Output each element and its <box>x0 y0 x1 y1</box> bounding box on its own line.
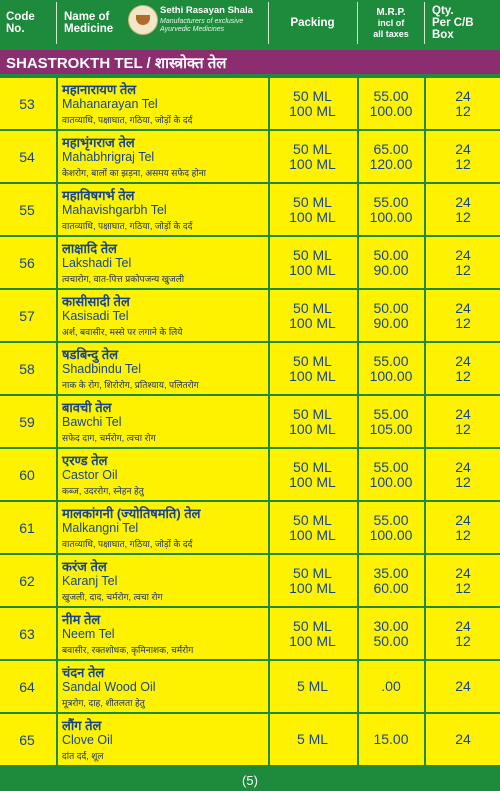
qty-cell <box>426 343 500 394</box>
medicine-name-cell <box>62 661 267 712</box>
medicine-hindi-name: एरण्ड तेल <box>62 453 108 468</box>
packing-value: 50 ML <box>293 617 332 634</box>
packing-value: 100 ML <box>289 208 336 225</box>
medicine-uses: कब्ज, उदररोग, स्नेहन हेतु <box>62 486 144 496</box>
brand-tagline <box>160 18 243 34</box>
table-row <box>0 553 500 606</box>
packing-value: 100 ML <box>289 473 336 490</box>
packing-cell <box>270 608 355 659</box>
mrp-value: 100.00 <box>369 367 413 384</box>
mrp-cell <box>360 131 422 182</box>
medicine-hindi-name: बावची तेल <box>62 400 112 415</box>
qty-header-line-1: Qty. <box>432 5 454 17</box>
column-divider <box>357 661 359 712</box>
medicine-name-cell <box>62 184 267 235</box>
mrp-cell <box>360 555 422 606</box>
packing-cell <box>270 396 355 447</box>
packing-value: 50 ML <box>293 87 332 104</box>
qty-cell <box>426 555 500 606</box>
mrp-column-header <box>360 0 422 46</box>
packing-value: 100 ML <box>289 102 336 119</box>
mrp-value: 90.00 <box>373 314 409 331</box>
qty-value: 12 <box>455 367 471 384</box>
packing-cell <box>270 714 355 765</box>
medicine-uses: मूत्ररोग, दाह, शीतलता हेतु <box>62 698 145 708</box>
mrp-value: 100.00 <box>369 102 413 119</box>
qty-header-line-3: Box <box>432 29 454 41</box>
mrp-cell <box>360 78 422 129</box>
tagline-line-1: Manufacturers of exclusive <box>160 18 244 25</box>
mrp-cell <box>360 714 422 765</box>
packing-value: 50 ML <box>293 405 332 422</box>
column-divider <box>56 78 58 129</box>
column-divider <box>357 237 359 288</box>
medicine-name-cell <box>62 237 267 288</box>
packing-value: 100 ML <box>289 155 336 172</box>
table-row <box>0 76 500 129</box>
mrp-cell <box>360 449 422 500</box>
code-cell: 58 <box>19 360 35 377</box>
packing-value: 100 ML <box>289 420 336 437</box>
medicine-english-name: Bawchi Tel <box>62 415 122 429</box>
packing-value: 100 ML <box>289 526 336 543</box>
mrp-value: .00 <box>381 678 401 694</box>
code-cell: 64 <box>19 678 35 695</box>
page-footer <box>0 771 500 791</box>
medicine-uses: वातव्याधि, पक्षाघात, गठिया, जोड़ों के दर्द <box>62 221 193 231</box>
medicine-hindi-name: महानारायण तेल <box>62 82 137 97</box>
mrp-value: 15.00 <box>373 731 409 747</box>
qty-value: 24 <box>455 246 471 263</box>
mrp-value: 65.00 <box>373 140 409 157</box>
column-divider <box>357 449 359 500</box>
header-divider <box>357 2 358 44</box>
medicine-uses: दांत दर्द, शूल <box>62 751 104 761</box>
packing-cell <box>270 237 355 288</box>
medicine-uses: खुजली, दाद, चर्मरोग, त्वचा रोग <box>62 592 163 602</box>
code-cell: 56 <box>19 254 35 271</box>
mrp-value: 55.00 <box>373 87 409 104</box>
section-title: SHASTROKTH TEL / शास्त्रोक्त तेल <box>6 55 227 72</box>
packing-value: 50 ML <box>293 193 332 210</box>
code-cell: 57 <box>19 307 35 324</box>
mrp-header-line-2: incl of <box>377 17 405 28</box>
packing-value: 50 ML <box>293 352 332 369</box>
column-divider <box>357 290 359 341</box>
qty-value: 12 <box>455 526 471 543</box>
table-row <box>0 394 500 447</box>
mrp-value: 55.00 <box>373 193 409 210</box>
qty-cell <box>426 78 500 129</box>
column-divider <box>56 608 58 659</box>
qty-value: 12 <box>455 155 471 172</box>
qty-value: 24 <box>455 87 471 104</box>
qty-value: 24 <box>455 731 471 747</box>
qty-value: 12 <box>455 261 471 278</box>
table-row <box>0 182 500 235</box>
medicine-uses: बवासीर, रक्तशोधक, कृमिनाशक, चर्मरोग <box>62 645 194 655</box>
packing-value: 100 ML <box>289 579 336 596</box>
code-cell: 53 <box>19 95 35 112</box>
column-divider <box>357 396 359 447</box>
medicine-hindi-name: लाक्षादि तेल <box>62 241 117 256</box>
medicine-english-name: Malkangni Tel <box>62 521 139 535</box>
medicine-name-cell <box>62 502 267 553</box>
table-header <box>0 0 500 46</box>
packing-cell <box>270 502 355 553</box>
code-header-line-1: Code <box>6 11 35 23</box>
packing-value: 50 ML <box>293 511 332 528</box>
column-divider <box>56 237 58 288</box>
table-row <box>0 288 500 341</box>
mrp-header-line-1: M.R.P. <box>376 6 406 18</box>
medicine-uses: वातव्याधि, पक्षाघात, गठिया, जोड़ों के दर्द <box>62 539 193 549</box>
qty-column-header <box>432 0 498 46</box>
qty-value: 24 <box>455 458 471 475</box>
code-cell: 55 <box>19 201 35 218</box>
medicine-name-cell <box>62 131 267 182</box>
packing-value: 50 ML <box>293 246 332 263</box>
medicine-hindi-name: लौंग तेल <box>62 718 102 733</box>
mrp-cell <box>360 343 422 394</box>
qty-value: 12 <box>455 473 471 490</box>
medicine-hindi-name: चंदन तेल <box>62 665 105 680</box>
packing-value: 50 ML <box>293 140 332 157</box>
mrp-value: 55.00 <box>373 511 409 528</box>
mrp-value: 30.00 <box>373 617 409 634</box>
qty-cell <box>426 661 500 712</box>
mrp-cell <box>360 608 422 659</box>
medicine-uses: वातव्याधि, पक्षाघात, गठिया, जोड़ों के दर्द <box>62 115 193 125</box>
tagline-line-2: Ayurvedic Medicines <box>160 26 225 33</box>
table-row <box>0 659 500 712</box>
mrp-cell <box>360 237 422 288</box>
qty-header-line-2: Per C/B <box>432 17 474 29</box>
table-row <box>0 129 500 182</box>
column-divider <box>56 290 58 341</box>
mrp-value: 50.00 <box>373 246 409 263</box>
medicine-uses: केशरोग, बालों का झड़ना, असमय सफेद होना <box>62 168 207 178</box>
qty-value: 24 <box>455 193 471 210</box>
qty-value: 12 <box>455 314 471 331</box>
column-divider <box>357 555 359 606</box>
qty-cell <box>426 237 500 288</box>
packing-value: 50 ML <box>293 458 332 475</box>
packing-value: 50 ML <box>293 299 332 316</box>
qty-value: 12 <box>455 102 471 119</box>
medicine-name-cell <box>62 449 267 500</box>
table-row <box>0 447 500 500</box>
medicine-english-name: Lakshadi Tel <box>62 256 132 270</box>
medicine-name-cell <box>62 290 267 341</box>
table-row <box>0 606 500 659</box>
medicine-english-name: Mahavishgarbh Tel <box>62 203 167 217</box>
qty-value: 12 <box>455 632 471 649</box>
column-divider <box>357 714 359 765</box>
packing-value: 100 ML <box>289 367 336 384</box>
code-header-line-2: No. <box>6 23 25 35</box>
mrp-cell <box>360 661 422 712</box>
column-divider <box>357 608 359 659</box>
medicine-english-name: Castor Oil <box>62 468 118 482</box>
code-column-header <box>6 0 54 46</box>
qty-value: 24 <box>455 678 471 694</box>
mrp-value: 120.00 <box>369 155 413 172</box>
packing-value: 100 ML <box>289 632 336 649</box>
packing-cell <box>270 555 355 606</box>
medicine-english-name: Neem Tel <box>62 627 115 641</box>
page-number: (5) <box>242 773 258 788</box>
medicine-english-name: Shadbindu Tel <box>62 362 142 376</box>
column-divider <box>357 184 359 235</box>
qty-value: 12 <box>455 579 471 596</box>
medicine-uses: अर्श, बवासीर, मस्से पर लगाने के लिये <box>62 327 183 337</box>
medicine-uses: सफेद दाग, चर्मरोग, त्वचा रोग <box>62 433 156 443</box>
name-column-header <box>64 0 124 46</box>
medicine-english-name: Karanj Tel <box>62 574 118 588</box>
column-divider <box>56 343 58 394</box>
medicine-hindi-name: कासीसादी तेल <box>62 294 130 309</box>
packing-value: 100 ML <box>289 261 336 278</box>
mrp-value: 35.00 <box>373 564 409 581</box>
packing-value: 5 ML <box>296 678 329 694</box>
column-divider <box>56 131 58 182</box>
medicine-hindi-name: मालकांगनी (ज्योतिषमति) तेल <box>62 506 201 521</box>
column-divider <box>357 343 359 394</box>
qty-cell <box>426 131 500 182</box>
packing-cell <box>270 343 355 394</box>
header-divider <box>56 2 57 44</box>
packing-cell <box>270 449 355 500</box>
column-divider <box>357 502 359 553</box>
medicine-english-name: Clove Oil <box>62 733 113 747</box>
code-cell: 59 <box>19 413 35 430</box>
qty-value: 24 <box>455 299 471 316</box>
medicine-hindi-name: षडबिन्दु तेल <box>62 347 119 362</box>
column-divider <box>56 661 58 712</box>
qty-cell <box>426 396 500 447</box>
packing-value: 100 ML <box>289 314 336 331</box>
medicine-name-cell <box>62 608 267 659</box>
code-cell: 54 <box>19 148 35 165</box>
medicine-name-cell <box>62 396 267 447</box>
packing-cell <box>270 78 355 129</box>
qty-value: 12 <box>455 208 471 225</box>
mrp-cell <box>360 184 422 235</box>
table-row <box>0 500 500 553</box>
code-cell: 63 <box>19 625 35 642</box>
mrp-value: 55.00 <box>373 458 409 475</box>
packing-cell <box>270 131 355 182</box>
medicine-hindi-name: नीम तेल <box>62 612 101 627</box>
column-divider <box>56 184 58 235</box>
medicine-english-name: Mahanarayan Tel <box>62 97 158 111</box>
qty-cell <box>426 184 500 235</box>
column-divider <box>56 555 58 606</box>
name-header-line-2: Medicine <box>64 23 114 35</box>
qty-cell <box>426 290 500 341</box>
qty-value: 24 <box>455 140 471 157</box>
medicine-uses: नाक के रोग, शिरोरोग, प्रतिश्याय, पलितरोग <box>62 380 199 390</box>
medicine-name-cell <box>62 78 267 129</box>
mrp-cell <box>360 290 422 341</box>
qty-cell <box>426 502 500 553</box>
column-divider <box>357 78 359 129</box>
code-cell: 61 <box>19 519 35 536</box>
medicine-english-name: Mahabhrigraj Tel <box>62 150 155 164</box>
mrp-cell <box>360 502 422 553</box>
table-row <box>0 235 500 288</box>
code-cell: 60 <box>19 466 35 483</box>
mrp-value: 100.00 <box>369 473 413 490</box>
mrp-value: 50.00 <box>373 299 409 316</box>
code-cell: 65 <box>19 731 35 748</box>
column-divider <box>357 131 359 182</box>
table-row <box>0 712 500 765</box>
mrp-value: 100.00 <box>369 208 413 225</box>
medicine-uses: त्वचारोग, वात-पित्त प्रकोपजन्य खुजली <box>62 274 185 284</box>
qty-value: 24 <box>455 617 471 634</box>
medicine-name-cell <box>62 555 267 606</box>
mrp-value: 55.00 <box>373 405 409 422</box>
header-divider <box>424 2 425 44</box>
mrp-value: 55.00 <box>373 352 409 369</box>
mrp-value: 100.00 <box>369 526 413 543</box>
mrp-value: 60.00 <box>373 579 409 596</box>
mrp-header-line-3: all taxes <box>373 28 409 39</box>
qty-value: 24 <box>455 564 471 581</box>
mrp-cell <box>360 396 422 447</box>
medicine-english-name: Sandal Wood Oil <box>62 680 156 694</box>
column-divider <box>56 449 58 500</box>
brand-name: Sethi Rasayan Shala <box>160 5 253 16</box>
header-divider <box>268 2 269 44</box>
packing-column-header: Packing <box>290 17 335 29</box>
qty-value: 24 <box>455 511 471 528</box>
mortar-icon <box>128 5 158 35</box>
qty-value: 24 <box>455 405 471 422</box>
packing-value: 50 ML <box>293 564 332 581</box>
name-header-line-1: Name of <box>64 11 110 23</box>
column-divider <box>56 714 58 765</box>
packing-cell <box>270 661 355 712</box>
packing-value: 5 ML <box>296 731 329 747</box>
medicine-hindi-name: महाविषगर्भ तेल <box>62 188 135 203</box>
column-divider <box>56 502 58 553</box>
medicine-english-name: Kasisadi Tel <box>62 309 129 323</box>
code-cell: 62 <box>19 572 35 589</box>
section-banner <box>0 50 500 74</box>
medicine-hindi-name: महाभृंगराज तेल <box>62 135 135 150</box>
brand-logo <box>128 4 253 40</box>
qty-value: 24 <box>455 352 471 369</box>
mrp-value: 105.00 <box>369 420 413 437</box>
medicine-name-cell <box>62 714 267 765</box>
qty-cell <box>426 714 500 765</box>
qty-cell <box>426 449 500 500</box>
mrp-value: 90.00 <box>373 261 409 278</box>
table-row <box>0 341 500 394</box>
medicine-hindi-name: करंज तेल <box>62 559 107 574</box>
mrp-value: 50.00 <box>373 632 409 649</box>
qty-value: 12 <box>455 420 471 437</box>
packing-cell <box>270 184 355 235</box>
column-divider <box>56 396 58 447</box>
packing-cell <box>270 290 355 341</box>
medicine-name-cell <box>62 343 267 394</box>
qty-cell <box>426 608 500 659</box>
